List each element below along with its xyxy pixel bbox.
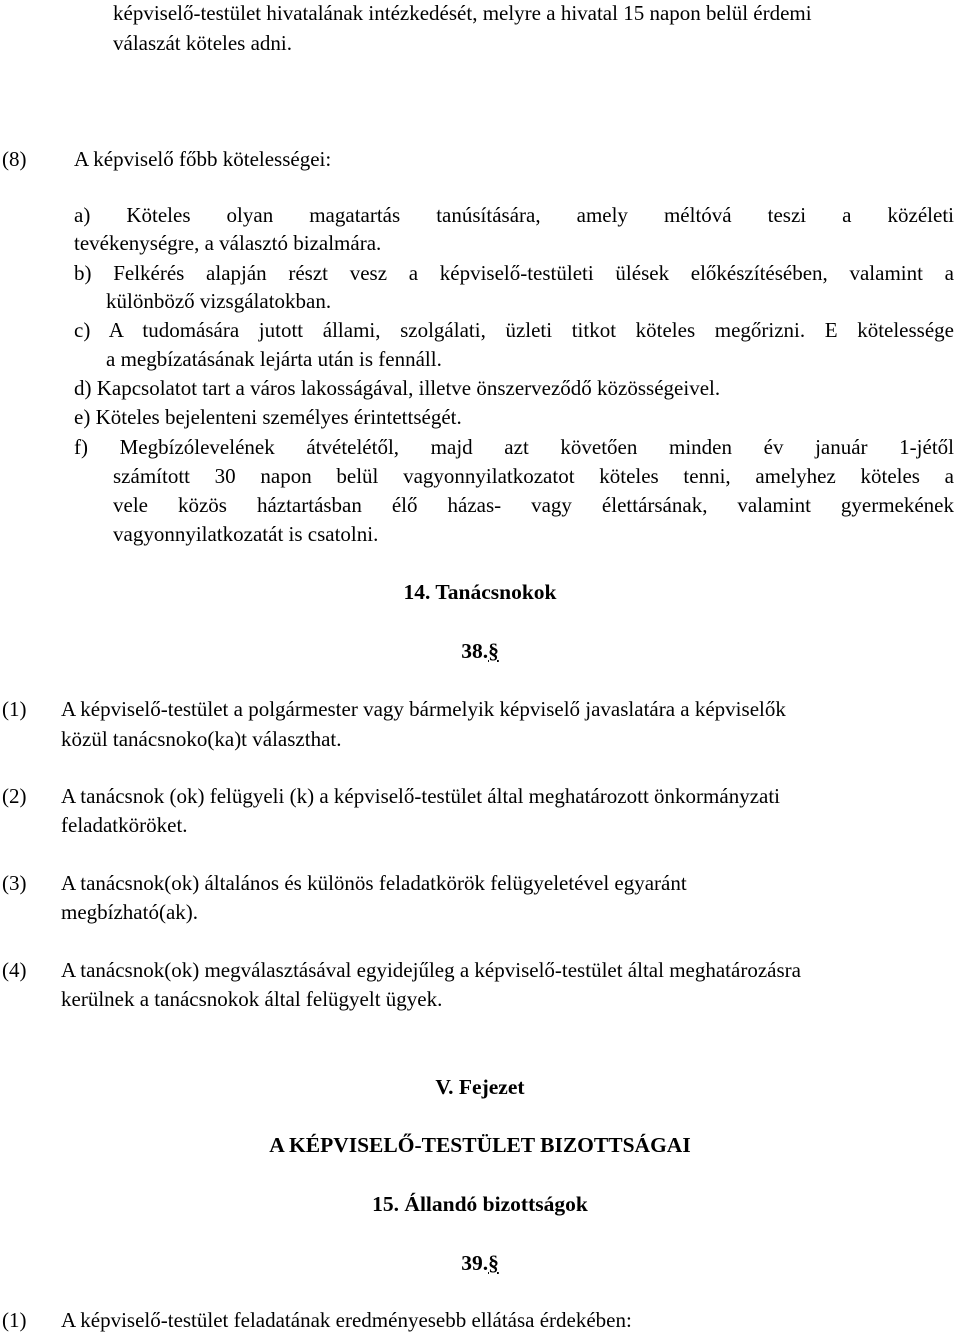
s14-p3-line-2: megbízható(ak). (61, 900, 199, 924)
s14-p1-line-2: közül tanácsnoko(ka)t választhat. (61, 727, 342, 751)
section-15-title: 15. Állandó bizottságok (372, 1192, 588, 1216)
s14-p2-number: (2) (2, 784, 27, 808)
section-sign-icon: § (488, 1251, 499, 1275)
duty-e-line-1: e) Köteles bejelenteni személyes érintettségét. (74, 405, 462, 429)
s14-p3-number: (3) (2, 871, 27, 895)
section-14-title: 14. Tanácsnokok (403, 580, 557, 604)
duty-f-line-3: vele közös háztartásban élő házas- vagy élettársának, valamint gyermekének (113, 493, 954, 517)
duty-c-line-2: a megbízatásának lejárta után is fennáll. (106, 347, 442, 371)
duties-number: (8) (2, 147, 27, 171)
s14-p1-number: (1) (2, 697, 27, 721)
s14-p4-number: (4) (2, 958, 27, 982)
duty-b-line-1: b) Felkérés alapján részt vesz a képviselő-testületi ülések előkészítésében, valamint a (74, 261, 954, 285)
duty-d-line-1: d) Kapcsolatot tart a város lakosságával, illetve önszerveződő közösségeivel. (74, 376, 721, 400)
s15-p1-line-1: A képviselő-testület feladatának eredményesebb ellátása érdekében: (61, 1308, 632, 1332)
section-14-paragraph-number (0, 641, 960, 663)
chapter-title: V. Fejezet (435, 1075, 525, 1099)
duties-heading: A képviselő főbb kötelességei: (74, 147, 332, 171)
section-14-para: 38. (461, 639, 489, 663)
section-15-para: 39. (461, 1251, 489, 1275)
duty-f-line-2: számított 30 napon belül vagyonnyilatkozatot köteles tenni, amelyhez köteles a (113, 464, 954, 488)
s14-p1-line-1: A képviselő-testület a polgármester vagy bármelyik képviselő javaslatára a képviselők (61, 697, 786, 721)
s14-p4-line-1: A tanácsnok(ok) megválasztásával egyidejűleg a képviselő-testület által meghatározásra (61, 958, 801, 982)
s14-p3-line-1: A tanácsnok(ok) általános és különös feladatkörök felügyeletével egyaránt (61, 871, 687, 895)
chapter-subtitle: A KÉPVISELŐ-TESTÜLET BIZOTTSÁGAI (269, 1133, 691, 1157)
continuation-line-1: képviselő-testület hivatalának intézkedését, melyre a hivatal 15 napon belül érdemi (113, 1, 812, 25)
section-15-paragraph-number (0, 1253, 960, 1275)
continuation-line-2: válaszát köteles adni. (113, 31, 293, 55)
duty-a-line-1: a) Köteles olyan magatartás tanúsítására, amely méltóvá teszi a közéleti (74, 203, 954, 227)
duty-a-line-2: tevékenységre, a választó bizalmára. (74, 231, 382, 255)
s14-p2-line-1: A tanácsnok (ok) felügyeli (k) a képviselő-testület által meghatározott önkormányzati (61, 784, 781, 808)
s14-p4-line-2: kerülnek a tanácsnokok által felügyelt ügyek. (61, 987, 443, 1011)
duty-f-line-1: f) Megbízólevelének átvételétől, majd azt követően minden év január 1-jétől (74, 435, 954, 459)
s15-p1-number: (1) (2, 1308, 27, 1332)
duty-c-line-1: c) A tudomására jutott állami, szolgálati, üzleti titkot köteles megőrizni. E kötelessége (74, 318, 954, 342)
duty-f-line-4: vagyonnyilatkozatát is csatolni. (113, 522, 379, 546)
duty-b-line-2: különböző vizsgálatokban. (106, 289, 332, 313)
s14-p2-line-2: feladatköröket. (61, 813, 188, 837)
section-sign-icon: § (488, 639, 499, 663)
